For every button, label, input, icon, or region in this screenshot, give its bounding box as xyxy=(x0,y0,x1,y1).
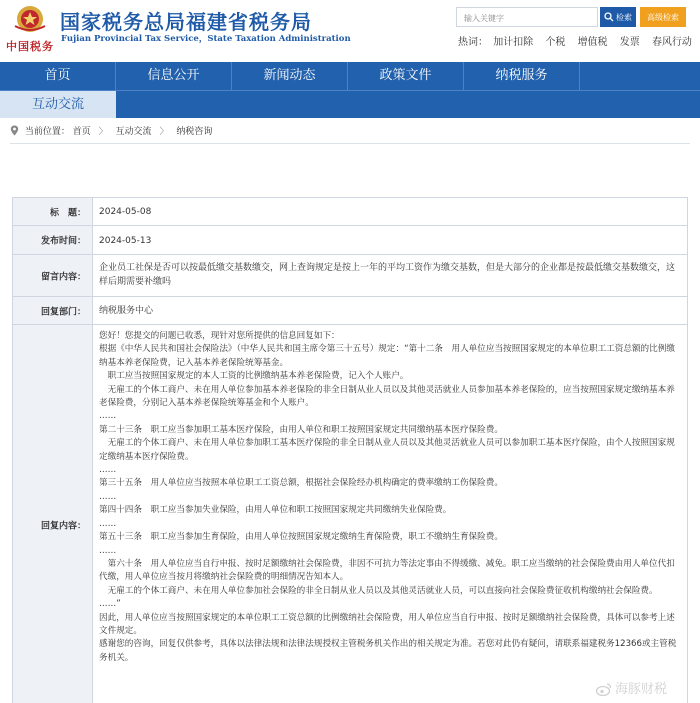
nav-item-news[interactable]: 新闻动态 xyxy=(232,62,348,90)
main-nav xyxy=(0,62,700,90)
answer-paragraph: …… xyxy=(99,465,117,476)
hot-words xyxy=(458,33,700,48)
answer-paragraph: 第四十四条 职工应当参加失业保险，由用人单位和职工按照国家规定共同缴纳失业保险费。 xyxy=(99,505,452,516)
breadcrumb-link[interactable]: 首页 xyxy=(72,127,91,137)
row-answer xyxy=(13,325,687,703)
answer-paragraph: 职工应当按照国家规定的本人工资的比例缴纳基本养老保险费，记入个人账户。 xyxy=(99,371,409,382)
title-value: 2024-05-08 xyxy=(99,207,152,217)
hot-word-link[interactable]: 增值税 xyxy=(577,37,608,48)
breadcrumb-current: 纳税咨询 xyxy=(176,127,213,137)
emblem-text: 中国税务 xyxy=(6,40,54,53)
answer-paragraph: …… xyxy=(99,545,117,556)
search-input[interactable]: 输入关键字 xyxy=(456,7,598,27)
hot-word-link[interactable]: 个税 xyxy=(545,37,566,48)
site-subtitle: Fujian Provincial Tax Service，State Taxation Administration xyxy=(61,34,351,44)
weibo-icon xyxy=(596,682,612,696)
breadcrumb-separator: 〉 xyxy=(98,127,108,137)
title-label: 标 题： xyxy=(49,208,86,218)
row-publish-time xyxy=(13,226,687,255)
location-pin-icon xyxy=(10,125,19,136)
answer-paragraph: 因此，用人单位应当按照国家规定的本单位职工工资总额的比例缴纳社会保险费，用人单位应当自行申报、按时足额缴纳社会保险费，具体可以参考上述文件规定。 xyxy=(99,612,675,636)
sub-nav xyxy=(0,90,700,118)
hot-word-link[interactable]: 春风行动 xyxy=(651,37,692,48)
site-header xyxy=(0,0,700,60)
breadcrumb-label: 当前位置： xyxy=(24,127,70,137)
search-button-label: 检索 xyxy=(616,13,632,22)
hot-words-label: 热词： xyxy=(458,37,488,48)
dept-value: 纳税服务中心 xyxy=(99,306,154,316)
answer-paragraph: 感谢您的咨询，回复仅供参考，具体以法律法规和法律法规授权主管税务机关作出的相关规定为准。若您对此仍有疑问，请联系福建税务12366或主管税务机关。 xyxy=(99,639,677,663)
answer-paragraph: 无雇工的个体工商户、未在用人单位参加社会保险的非全日制从业人员以及其他灵活就业人员，可以直接向社会保险费征收机构缴纳社会保险费。 xyxy=(99,585,658,596)
consult-detail-table xyxy=(12,197,688,703)
answer-paragraph: 您好！您提交的问题已收悉，现针对您所提供的信息回复如下： xyxy=(99,331,340,341)
question-label: 留言内容： xyxy=(40,272,86,282)
answer-label: 回复内容： xyxy=(40,521,86,532)
answer-paragraph: 第六十条 用人单位应当自行申报、按时足额缴纳社会保险费，非因不可抗力等法定事由不得缓缴、减免。职工应当缴纳的社会保险费由用人单位代扣代缴，用人单位应当按月将缴纳社会保险费的明细情况告知本人。 xyxy=(99,558,675,583)
row-question xyxy=(13,255,687,297)
nav-item-home[interactable]: 首页 xyxy=(0,62,116,90)
answer-paragraph: ……” xyxy=(99,599,121,610)
search-button[interactable] xyxy=(600,7,636,27)
breadcrumb xyxy=(10,124,212,137)
answer-paragraph: 第二十三条 职工应当参加职工基本医疗保险，由用人单位和职工按照国家规定共同缴纳基本医疗保险费。 xyxy=(99,424,503,435)
search-icon xyxy=(604,12,614,22)
answer-paragraph: 无雇工的个体工商户、未在用人单位参加职工基本医疗保险的非全日制从业人员以及其他灵活就业人员可以参加职工基本医疗保险，由个人按照国家规定缴纳基本医疗保险费。 xyxy=(99,438,675,462)
answer-paragraph: 根据《中华人民共和国社会保险法》（中华人民共和国主席令第三十五号）规定：“第十二条 用人单位应当按照国家规定的本单位职工工资总额的比例缴纳基本养老保险费，记入基本养老保险统筹基金。 xyxy=(99,344,675,368)
answer-paragraph: 第三十五条 用人单位应当按照本单位职工工资总额，根据社会保险经办机构确定的费率缴纳工伤保险费。 xyxy=(99,478,503,489)
answer-body xyxy=(99,330,681,665)
breadcrumb-divider xyxy=(10,143,690,144)
watermark-text: 海豚财税 xyxy=(615,682,668,697)
publish-value: 2024-05-13 xyxy=(99,236,152,246)
answer-paragraph: 第五十三条 职工应当参加生育保险，由用人单位按照国家规定缴纳生育保险费，职工不缴纳生育保险费。 xyxy=(99,532,503,543)
question-value: 企业员工社保是否可以按最低缴交基数缴交，网上查询规定是按上一年的平均工资作为缴交基数，但是大部分的企业都是按最低缴交基数缴交，这样后期需要补缴吗 xyxy=(99,263,676,287)
answer-paragraph: …… xyxy=(99,491,117,502)
answer-paragraph: …… xyxy=(99,518,117,529)
site-title[interactable]: 国家税务总局福建省税务局 xyxy=(60,10,312,34)
watermark xyxy=(596,678,667,697)
row-department xyxy=(13,297,687,325)
answer-paragraph: 无雇工的个体工商户、未在用人单位参加基本养老保险的非全日制从业人员以及其他灵活就业人员参加基本养老保险的，应当按照国家规定缴纳基本养老保险费，分别记入基本养老保险统筹基金和个人账户。 xyxy=(99,384,675,409)
nav-item-policy[interactable]: 政策文件 xyxy=(348,62,464,90)
dept-label: 回复部门： xyxy=(40,307,86,317)
hot-word-link[interactable]: 发票 xyxy=(619,37,640,48)
breadcrumb-link[interactable]: 互动交流 xyxy=(115,127,152,137)
answer-paragraph: …… xyxy=(99,411,117,422)
tax-emblem-icon xyxy=(10,4,50,34)
hot-word-link[interactable]: 加计扣除 xyxy=(493,37,534,48)
advanced-search-button[interactable]: 高级检索 xyxy=(640,7,686,27)
row-title xyxy=(13,198,687,226)
nav-item-interaction[interactable]: 互动交流 xyxy=(0,91,116,118)
nav-item-service[interactable]: 纳税服务 xyxy=(464,62,580,90)
nav-item-info[interactable]: 信息公开 xyxy=(116,62,232,90)
publish-label: 发布时间： xyxy=(40,236,86,247)
breadcrumb-separator: 〉 xyxy=(159,127,169,137)
